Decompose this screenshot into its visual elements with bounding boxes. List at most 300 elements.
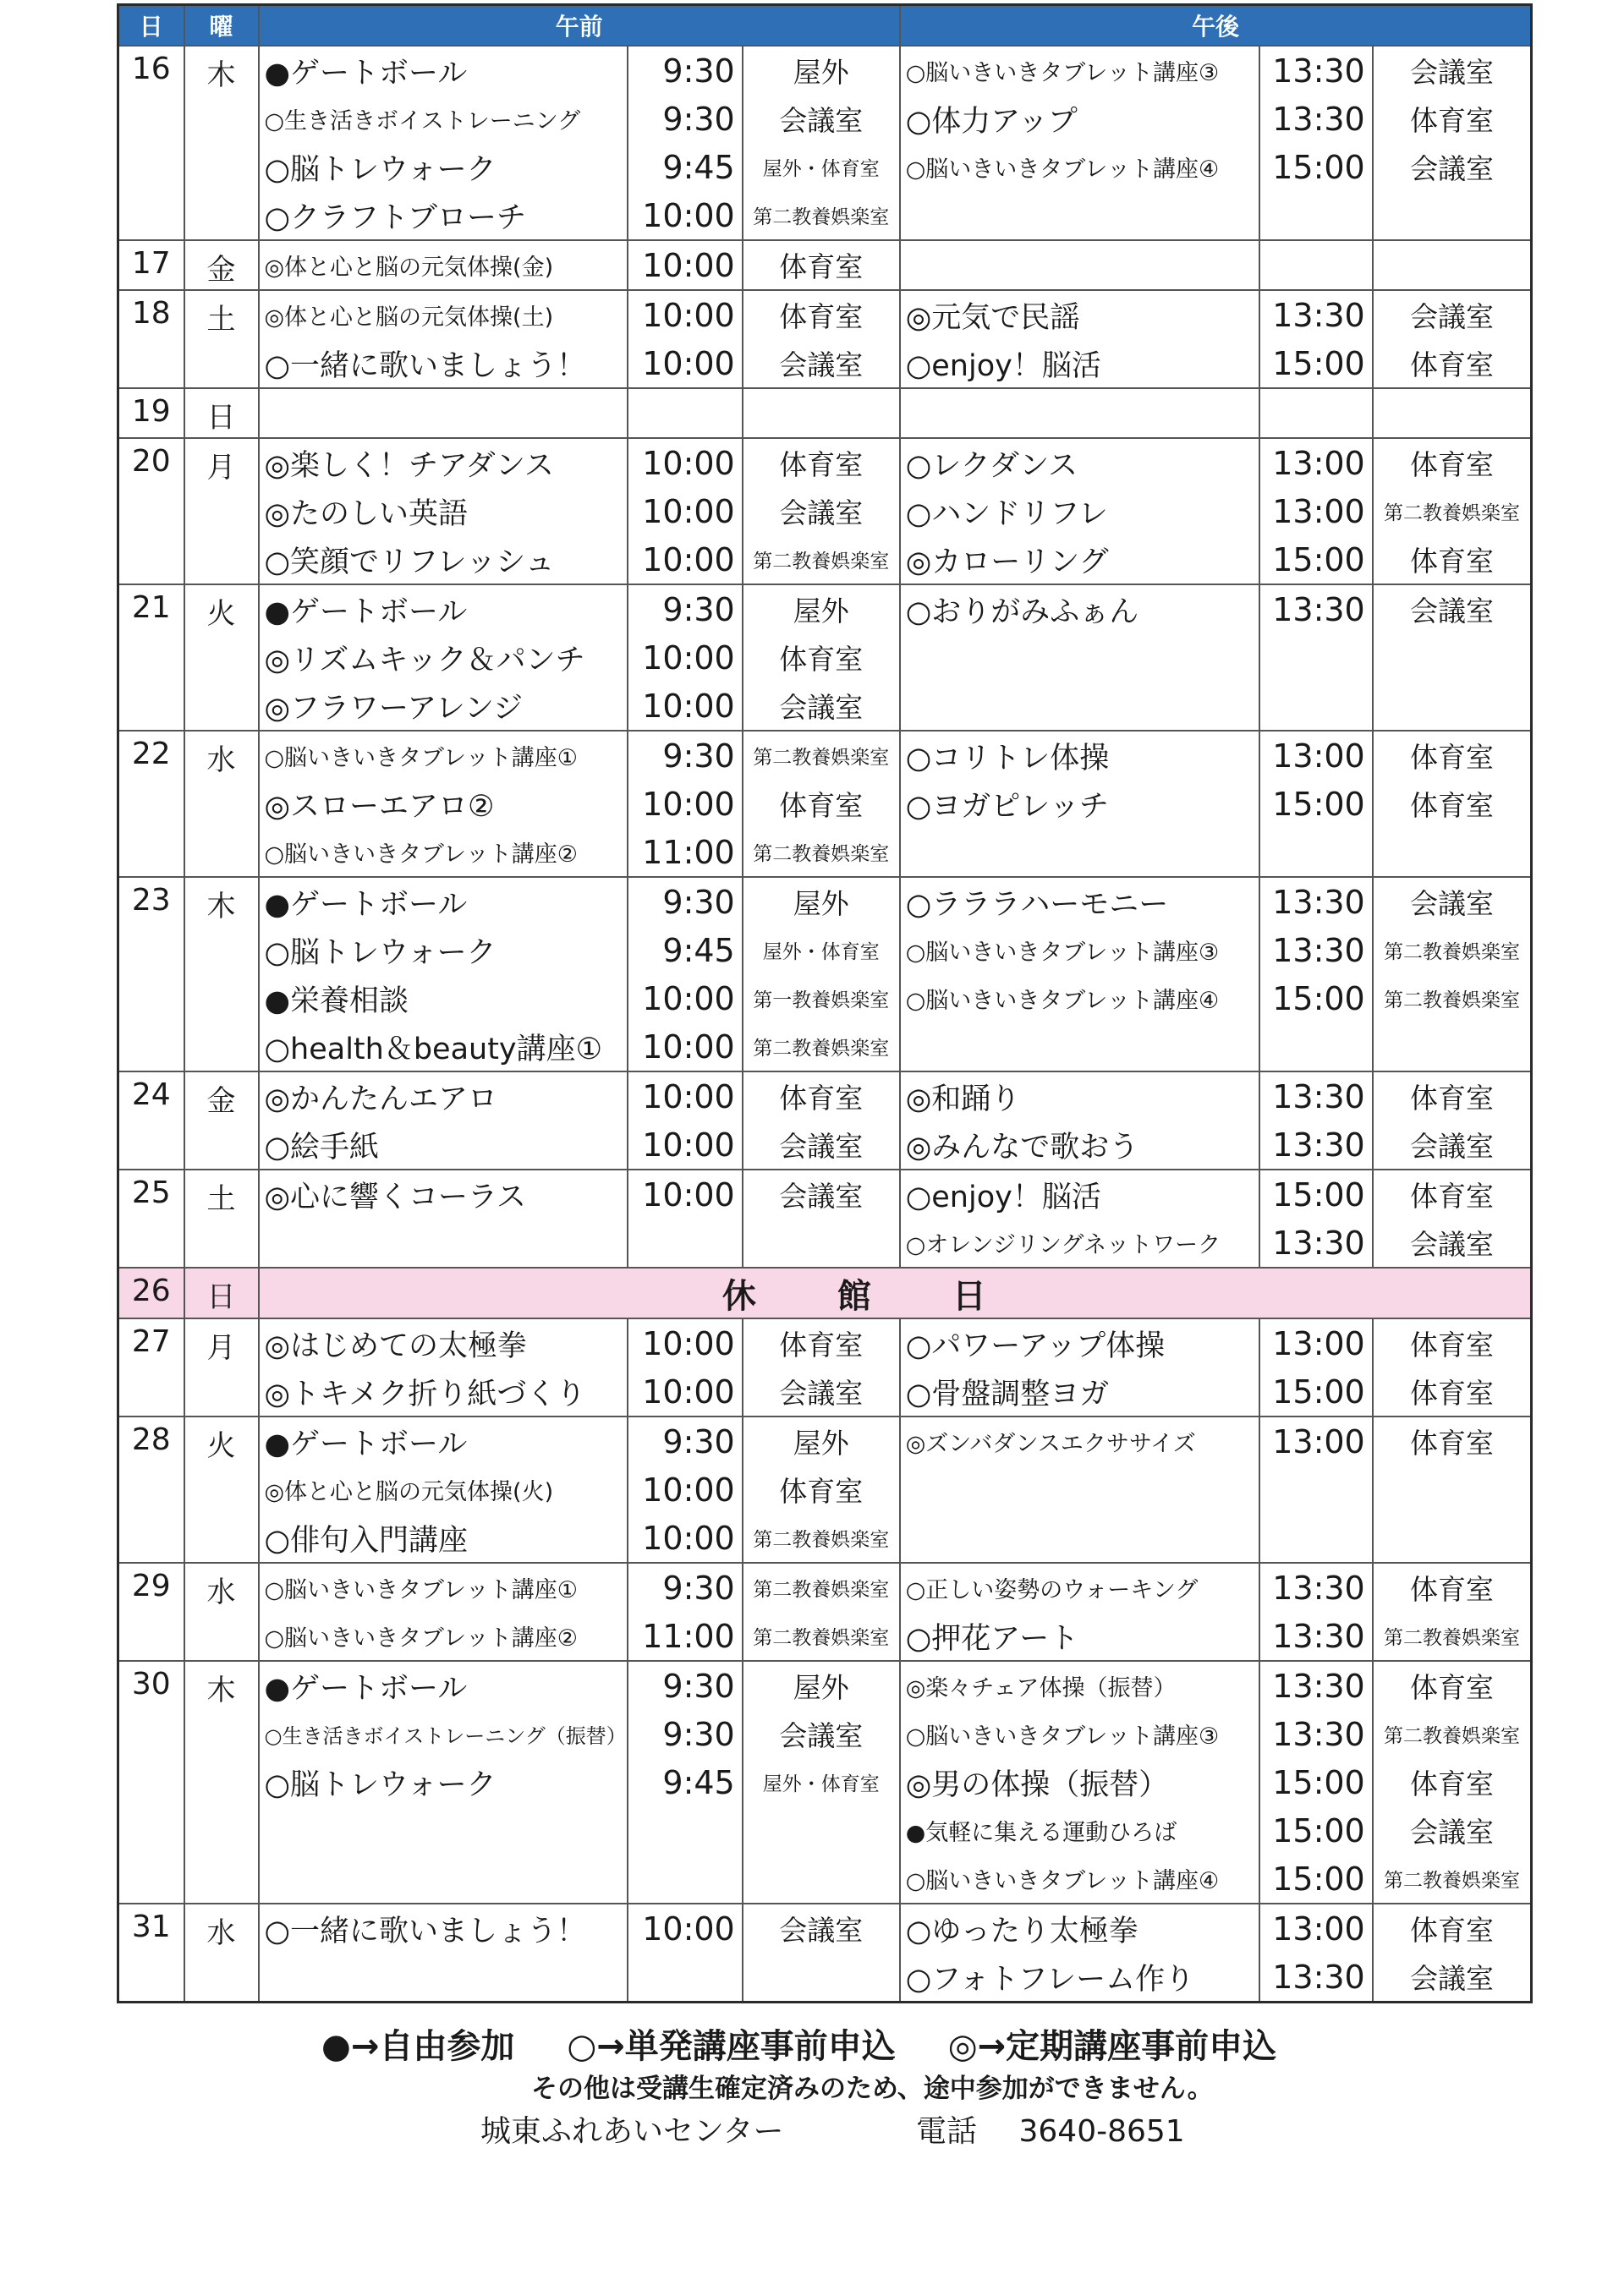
activity-time [628,1806,742,1855]
activity-name [901,1022,1259,1071]
activity-name [901,682,1259,730]
pm-room-cell [1373,1661,1532,1904]
am-room-cell [743,388,900,438]
am-room-cell [743,1661,900,1904]
day-row [118,584,1532,731]
activity-time: 10:00 [642,296,735,334]
day-number: 20 [118,438,184,584]
activity-room: 第二教養娯楽室 [1383,1627,1520,1649]
am-room-cell [743,1904,900,2003]
activity-time: 15:00 [1272,148,1365,186]
activity-room [1374,1514,1531,1562]
activity-time [628,1855,742,1903]
participation-note: その他は受講生確定済みのため、途中参加ができません。 [531,2074,1214,2104]
activity-time [1260,1466,1372,1514]
pm-activity-cell [900,1170,1259,1268]
day-of-week: 月 [184,438,259,584]
activity-name: ○押花アート [905,1621,1079,1656]
activity-name: ●ゲートボール [264,1427,468,1461]
activity-name: ●ゲートボール [264,595,468,629]
activity-name: ○クラフトブローチ [264,200,526,235]
activity-room: 屋外・体育室 [762,158,880,180]
activity-name: ◎楽しく！チアダンス [264,448,554,483]
activity-room [1374,389,1531,437]
activity-room: 体育室 [779,1475,864,1508]
activity-name [260,1855,627,1903]
activity-room: 体育室 [1409,1671,1494,1704]
activity-time: 10:00 [642,344,735,382]
pm-time-cell [1259,46,1373,240]
day-row [118,1904,1532,2003]
day-number: 30 [118,1661,184,1904]
phone-label: 電話 [916,2114,978,2149]
day-row [118,877,1532,1071]
activity-room: 第二教養娯楽室 [753,551,890,573]
am-time-cell [628,1071,743,1170]
activity-room [1374,828,1531,876]
am-time-cell [628,584,743,731]
am-time-cell [628,1563,743,1661]
activity-room: 体育室 [1409,1767,1494,1800]
legend-regular: ◎→定期講座事前申込 [947,2027,1277,2066]
pm-room-cell [1373,877,1532,1071]
activity-room [1374,1466,1531,1514]
activity-room: 屋外 [793,595,849,627]
am-time-cell [628,388,743,438]
pm-activity-cell [900,438,1259,584]
activity-room [1374,1022,1531,1071]
day-number: 17 [118,240,184,290]
activity-time: 9:45 [662,148,735,186]
activity-name: ○health＆beauty講座① [264,1032,603,1066]
activity-name: ○enjoy！脳活 [905,1180,1101,1214]
activity-name: ○脳いきいきタブレット講座③ [905,940,1220,966]
pm-room-cell [1373,1904,1532,2003]
activity-time: 9:45 [662,1763,735,1801]
pm-room-cell [1373,388,1532,438]
activity-time: 11:00 [642,833,735,871]
am-activity-cell [259,46,628,240]
activity-time: 13:00 [1272,1910,1365,1948]
activity-name: ○骨盤調整ヨガ [905,1377,1110,1411]
activity-room: 第二教養娯楽室 [753,1579,890,1601]
activity-name: ○脳いきいきタブレット講座② [264,841,578,868]
day-number: 29 [118,1563,184,1661]
activity-time: 9:30 [662,883,735,921]
day-number: 26 [118,1268,184,1318]
activity-time: 10:00 [642,638,735,677]
pm-time-cell [1259,1661,1373,1904]
activity-name: ○脳いきいきタブレット講座③ [905,1723,1220,1750]
activity-time: 9:30 [662,1715,735,1753]
activity-name: ○脳いきいきタブレット講座③ [905,60,1220,86]
activity-name [901,241,1259,289]
activity-name: ○フォトフレーム作り [905,1962,1195,1997]
day-row [118,438,1532,584]
activity-time: 13:30 [1272,1077,1365,1115]
activity-time: 13:00 [1272,1324,1365,1362]
activity-time: 13:30 [1272,1569,1365,1607]
activity-time: 10:00 [642,1373,735,1411]
activity-time: 13:00 [1272,492,1365,530]
activity-name: ◎楽々チェア体操（振替） [905,1675,1177,1701]
activity-name: ○脳いきいきタブレット講座④ [905,1868,1220,1894]
activity-room: 屋外 [793,1671,849,1704]
activity-time: 10:00 [642,246,735,284]
am-activity-cell [259,438,628,584]
activity-name: ○ラララハーモニー [905,887,1169,922]
pm-activity-cell [900,240,1259,290]
activity-name: ○脳トレウォーク [264,152,497,187]
am-time-cell [628,1170,743,1268]
activity-time [1260,633,1372,682]
activity-room: 第二教養娯楽室 [753,206,890,228]
activity-time: 13:30 [1272,1667,1365,1705]
am-activity-cell [259,1661,628,1904]
activity-room: 体育室 [1409,1180,1494,1213]
activity-time: 9:30 [662,1422,735,1460]
activity-name: ◎リズムキック＆パンチ [264,643,585,677]
am-room-cell [743,1318,900,1417]
activity-time: 13:30 [1272,1617,1365,1655]
am-time-cell [628,240,743,290]
activity-room: 第二教養娯楽室 [753,747,890,769]
pm-time-cell [1259,731,1373,877]
pm-room-cell [1373,1417,1532,1563]
day-number: 22 [118,731,184,877]
pm-activity-cell [900,388,1259,438]
pm-activity-cell [900,1661,1259,1904]
activity-room: 体育室 [1409,448,1494,481]
day-of-week: 日 [184,388,259,438]
activity-room [1374,191,1531,239]
activity-time: 9:30 [662,1569,735,1607]
activity-name: ◎心に響くコーラス [264,1180,526,1214]
activity-time: 13:30 [1272,931,1365,969]
day-number: 24 [118,1071,184,1170]
activity-name [260,1953,627,2001]
pm-time-cell [1259,1417,1373,1563]
pm-room-cell [1373,731,1532,877]
day-row [118,388,1532,438]
am-activity-cell [259,1170,628,1268]
activity-room [743,1219,899,1267]
activity-room: 会議室 [1409,152,1494,185]
activity-name: ●ゲートボール [264,56,468,90]
activity-room: 会議室 [1409,1228,1494,1261]
activity-name: ○体力アップ [905,104,1078,139]
activity-time [1260,1022,1372,1071]
activity-time: 10:00 [642,196,735,234]
day-row [118,1071,1532,1170]
activity-time: 13:00 [1272,737,1365,775]
day-of-week: 金 [184,240,259,290]
pm-room-cell [1373,584,1532,731]
activity-room: 体育室 [779,250,864,283]
activity-time: 15:00 [1272,1373,1365,1411]
pm-activity-cell [900,1563,1259,1661]
pm-activity-cell [900,1318,1259,1417]
header-am: 午前 [259,5,900,47]
activity-room: 会議室 [779,1130,864,1163]
table-header-row [118,5,1532,47]
activity-name [901,1514,1259,1562]
activity-room: 体育室 [1409,1573,1494,1606]
activity-time: 13:30 [1272,1958,1365,1996]
activity-time [1260,682,1372,730]
activity-room: 会議室 [779,1719,864,1752]
header-dow: 曜 [184,5,259,47]
pm-time-cell [1259,240,1373,290]
activity-time [1260,1514,1372,1562]
activity-time: 10:00 [642,1471,735,1509]
activity-name: ◎みんなで歌おう [905,1130,1139,1164]
activity-room [743,389,899,437]
activity-name: ●ゲートボール [264,887,468,922]
day-number: 25 [118,1170,184,1268]
activity-room: 体育室 [779,643,864,676]
activity-time: 9:30 [662,590,735,628]
am-room-cell [743,290,900,388]
pm-room-cell [1373,290,1532,388]
day-of-week: 水 [184,1904,259,2003]
activity-time [628,1219,742,1267]
pm-time-cell [1259,290,1373,388]
am-room-cell [743,731,900,877]
activity-name: ◎トキメク折り紙づくり [264,1377,586,1411]
activity-time: 9:30 [662,52,735,90]
activity-name [901,1466,1259,1514]
am-time-cell [628,1904,743,2003]
activity-name: ●栄養相談 [264,984,409,1018]
activity-room: 第二教養娯楽室 [1383,989,1520,1011]
contact-line [480,2107,1185,2151]
day-of-week: 土 [184,1170,259,1268]
am-time-cell [628,1318,743,1417]
activity-name: ◎スローエアロ② [264,789,495,824]
activity-time: 13:00 [1272,1422,1365,1460]
center-name: 城東ふれあいセンター [480,2114,784,2149]
activity-time: 15:00 [1272,979,1365,1017]
activity-time: 13:30 [1272,883,1365,921]
pm-activity-cell [900,731,1259,877]
activity-time: 10:00 [642,1324,735,1362]
am-room-cell [743,877,900,1071]
pm-activity-cell [900,584,1259,731]
activity-name: ○生き活きボイストレーニング [264,108,581,134]
am-activity-cell [259,1318,628,1417]
activity-name: ○笑顔でリフレッシュ [264,545,555,579]
am-time-cell [628,438,743,584]
pm-time-cell [1259,1318,1373,1417]
day-of-week: 木 [184,1661,259,1904]
activity-name: ○正しい姿勢のウォーキング [905,1577,1199,1603]
am-activity-cell [259,388,628,438]
pm-activity-cell [900,46,1259,240]
pm-room-cell [1373,1071,1532,1170]
activity-time: 10:00 [642,492,735,530]
day-row [118,1417,1532,1563]
day-number: 16 [118,46,184,240]
activity-time: 10:00 [642,979,735,1017]
day-of-week: 木 [184,46,259,240]
activity-name: ○コリトレ体操 [905,741,1110,775]
pm-room-cell [1373,1170,1532,1268]
activity-time: 10:00 [642,687,735,725]
day-of-week: 火 [184,584,259,731]
day-row [118,290,1532,388]
activity-time [1260,389,1372,437]
activity-name: ◎和踊り [905,1082,1021,1116]
activity-time: 10:00 [642,1126,735,1164]
pm-time-cell [1259,438,1373,584]
day-number: 21 [118,584,184,731]
activity-room: 第二教養娯楽室 [1383,1870,1520,1892]
am-room-cell [743,584,900,731]
am-time-cell [628,46,743,240]
activity-time [1260,241,1372,289]
activity-time: 13:30 [1272,296,1365,334]
pm-time-cell [1259,1170,1373,1268]
day-of-week: 金 [184,1071,259,1170]
activity-name: ○生き活きボイストレーニング（振替） [264,1724,627,1748]
activity-time: 10:00 [642,1175,735,1214]
activity-room: 会議室 [1409,887,1494,920]
activity-time: 10:00 [642,1027,735,1066]
pm-room-cell [1373,240,1532,290]
am-activity-cell [259,1904,628,2003]
activity-room: 体育室 [1409,1914,1494,1947]
activity-name: ◎体と心と脳の元気体操(金) [264,255,554,281]
activity-room: 会議室 [779,104,864,137]
day-of-week: 水 [184,731,259,877]
activity-room: 会議室 [1409,1130,1494,1163]
am-room-cell [743,240,900,290]
activity-time: 10:00 [642,444,735,482]
activity-room: 第二教養娯楽室 [1383,502,1520,524]
activity-room: 体育室 [779,448,864,481]
activity-name: ○オレンジリングネットワーク [905,1232,1221,1258]
activity-name: ○一緒に歌いましょう！ [264,348,587,383]
activity-room: 屋外 [793,1427,849,1460]
activity-time: 13:30 [1272,1126,1365,1164]
activity-name: ○ヨガピレッチ [905,789,1109,824]
activity-name: ○脳いきいきタブレット講座② [264,1625,578,1652]
activity-time: 10:00 [642,1077,735,1115]
activity-time: 15:00 [1272,1175,1365,1214]
activity-room: 第二教養娯楽室 [1383,1725,1520,1747]
activity-time: 15:00 [1272,785,1365,823]
activity-name: ○脳いきいきタブレット講座④ [905,988,1220,1014]
activity-name: ○脳トレウォーク [264,935,497,970]
activity-time: 10:00 [642,1910,735,1948]
activity-room: 体育室 [1409,104,1494,137]
pm-activity-cell [900,1904,1259,2003]
activity-name: ○ハンドリフレ [905,496,1108,531]
activity-room: 体育室 [1409,1427,1494,1460]
activity-time: 10:00 [642,785,735,823]
day-of-week: 火 [184,1417,259,1563]
activity-time: 15:00 [1272,1763,1365,1801]
activity-room: 屋外・体育室 [762,1773,880,1795]
activity-room: 第二教養娯楽室 [753,1529,890,1551]
activity-name [901,633,1259,682]
day-row [118,1170,1532,1268]
am-activity-cell [259,1563,628,1661]
day-of-week: 土 [184,290,259,388]
activity-time: 15:00 [1272,540,1365,578]
day-number: 23 [118,877,184,1071]
am-room-cell [743,1563,900,1661]
am-activity-cell [259,1417,628,1563]
am-activity-cell [259,290,628,388]
activity-room: 体育室 [779,789,864,822]
header-pm: 午後 [900,5,1532,47]
activity-time: 13:30 [1272,1715,1365,1753]
activity-time: 9:30 [662,737,735,775]
day-number: 28 [118,1417,184,1563]
phone-number: 3640-8651 [1018,2114,1185,2149]
activity-name [901,191,1259,239]
activity-time: 13:30 [1272,590,1365,628]
pm-activity-cell [900,1071,1259,1170]
activity-name: ○脳いきいきタブレット講座④ [905,156,1220,183]
activity-name: ○レクダンス [905,448,1078,483]
activity-room: 体育室 [779,300,864,333]
activity-name: ◎体と心と脳の元気体操(土) [264,304,554,331]
activity-room: 第二教養娯楽室 [753,843,890,865]
activity-room: 会議室 [1409,1816,1494,1849]
activity-room: 体育室 [1409,789,1494,822]
day-of-week: 木 [184,877,259,1071]
activity-room: 体育室 [1409,1377,1494,1410]
day-row [118,1563,1532,1661]
pm-time-cell [1259,1071,1373,1170]
activity-room: 会議室 [1409,300,1494,333]
activity-time [628,389,742,437]
day-number: 27 [118,1318,184,1417]
activity-room: 会議室 [779,348,864,381]
legend-single: ○→単発講座事前申込 [567,2027,896,2066]
day-row [118,240,1532,290]
am-time-cell [628,290,743,388]
am-room-cell [743,46,900,240]
activity-room: 第二教養娯楽室 [753,1038,890,1060]
activity-time: 15:00 [1272,1811,1365,1849]
activity-time: 13:30 [1272,52,1365,90]
activity-time [1260,191,1372,239]
activity-time: 15:00 [1272,344,1365,382]
pm-room-cell [1373,1318,1532,1417]
activity-room: 体育室 [1409,545,1494,578]
activity-name: ○俳句入門講座 [264,1523,469,1558]
am-activity-cell [259,877,628,1071]
day-row [118,46,1532,240]
activity-room: 体育室 [1409,1082,1494,1115]
activity-name: ○絵手紙 [264,1130,380,1164]
am-activity-cell [259,731,628,877]
activity-name [260,1806,627,1855]
day-row [118,731,1532,877]
activity-time: 9:45 [662,931,735,969]
legend [321,2019,1421,2068]
day-of-week: 水 [184,1563,259,1661]
activity-room [1374,241,1531,289]
activity-name: ●ゲートボール [264,1671,468,1706]
activity-time [1260,828,1372,876]
activity-time: 15:00 [1272,1860,1365,1898]
am-room-cell [743,438,900,584]
